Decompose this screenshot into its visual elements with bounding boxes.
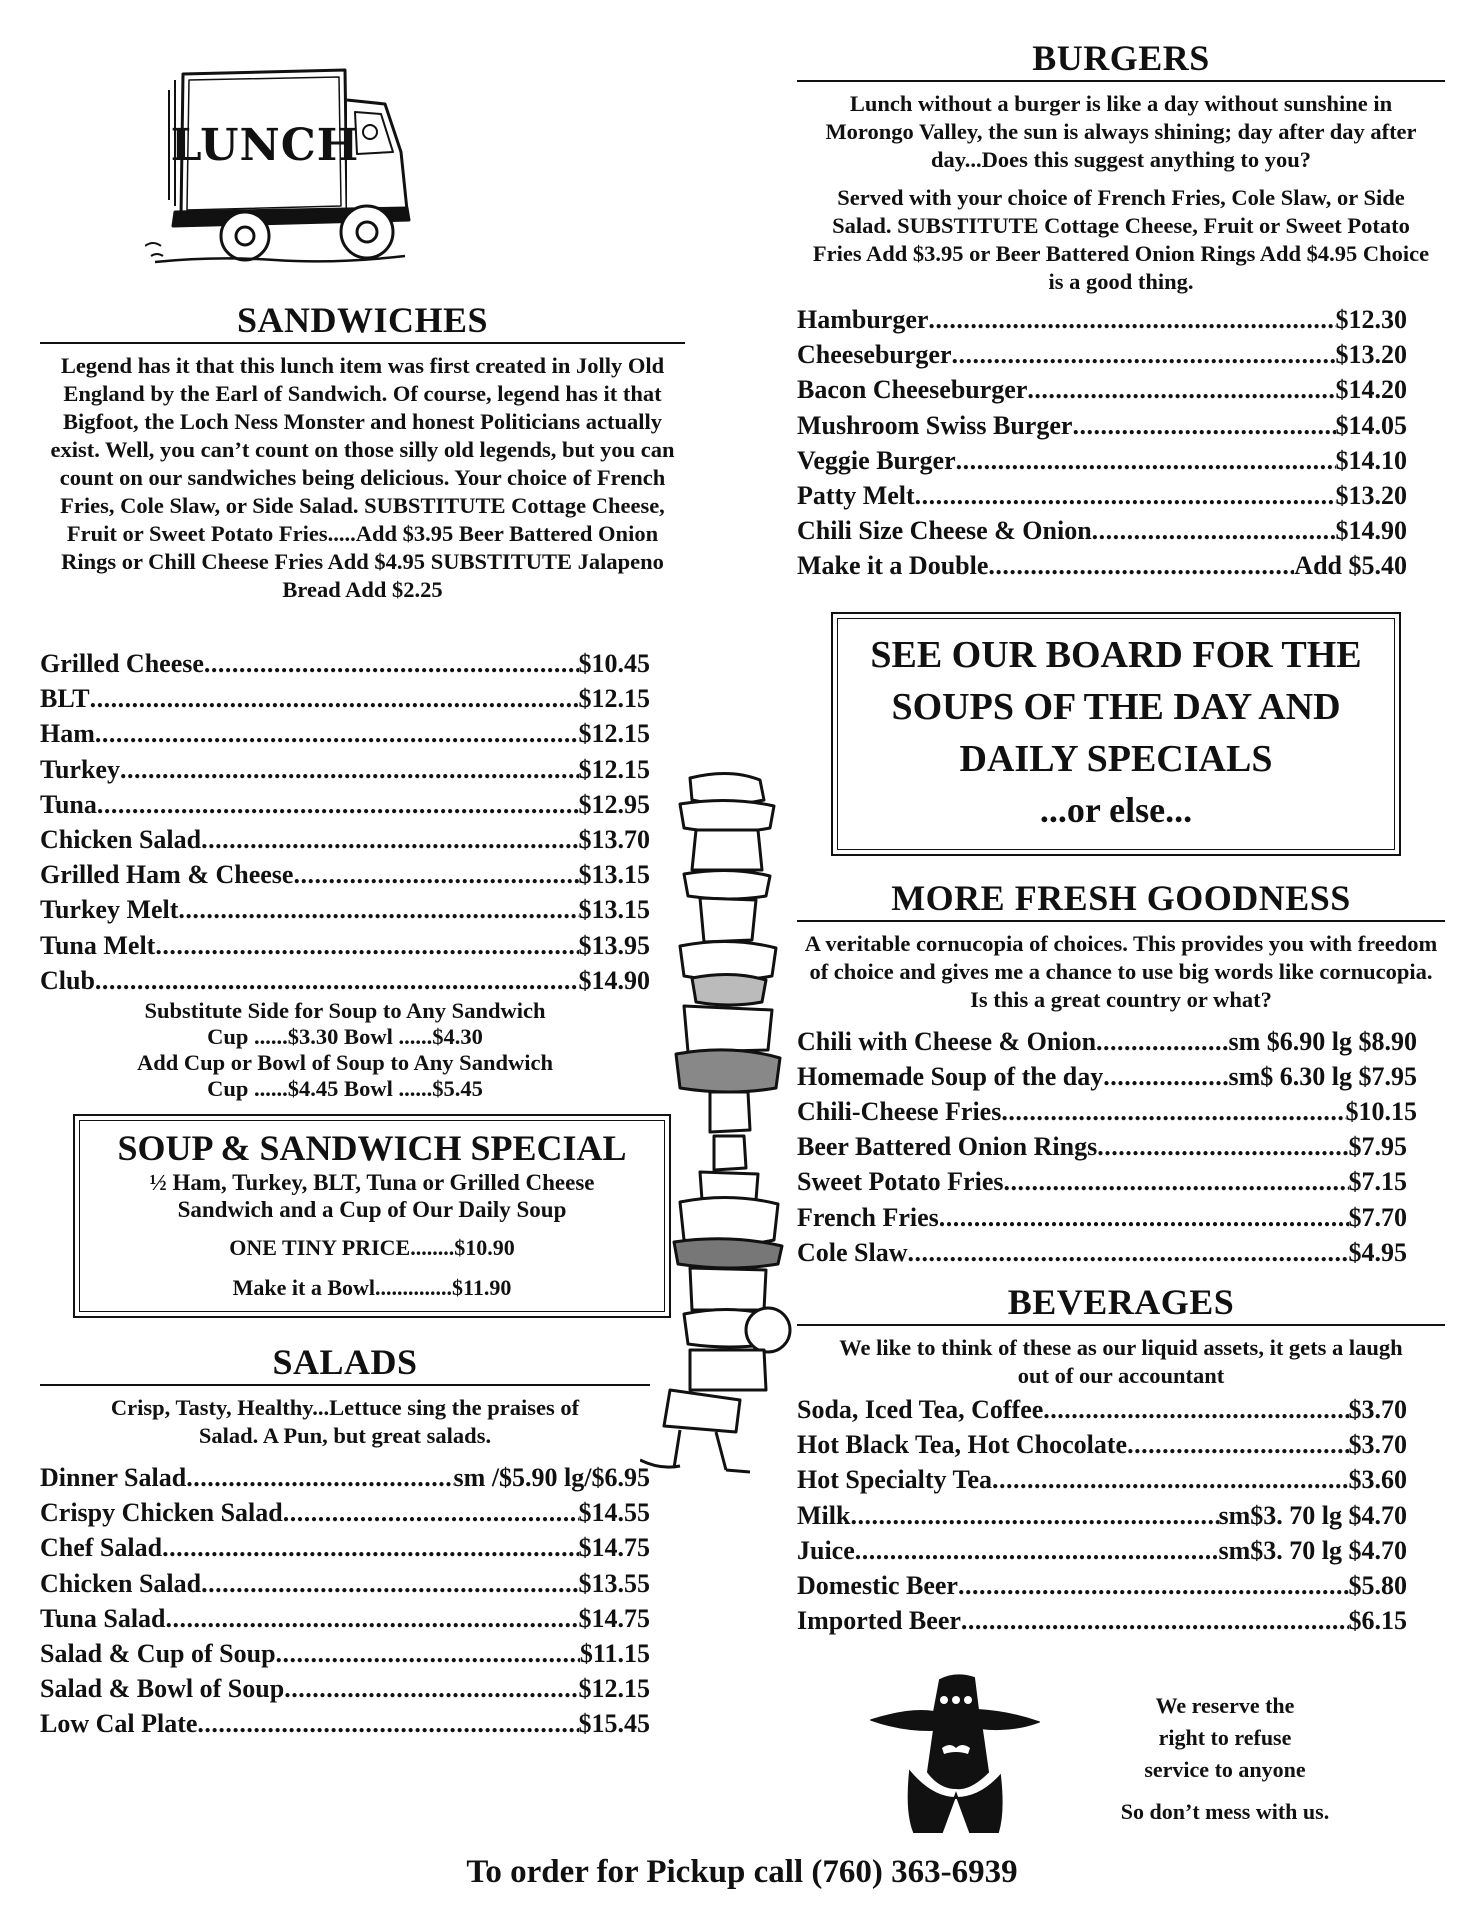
menu-item-tuna [40,787,650,822]
sandwiches-section [40,300,685,1102]
menu-item-chili-cheese-fries [797,1094,1417,1129]
menu-item-chili-size [797,513,1407,548]
reserve-notice [1110,1690,1340,1828]
item-price: $5.80 [1348,1571,1407,1601]
item-price: $12.15 [578,684,650,714]
board-line: DAILY SPECIALS [959,737,1273,780]
item-name: Turkey Melt [40,895,179,925]
item-price: $12.95 [578,789,650,819]
item-price: $14.75 [578,1533,650,1563]
item-name: Ham [40,719,95,749]
more-fresh-goodness-rule [797,920,1445,922]
item-price: sm /$5.90 lg/$6.95 [453,1463,650,1493]
item-name: Salad & Bowl of Soup [40,1674,285,1704]
item-price: $15.45 [578,1709,650,1739]
item-price: $13.20 [1335,340,1407,370]
item-price: $3.60 [1348,1465,1407,1495]
reserve-tagline: So don’t mess with us. [1120,1799,1330,1824]
menu-item-cole-slaw [797,1235,1407,1270]
item-price: $14.75 [578,1603,650,1633]
menu-item-blt [40,681,650,716]
sandwiches-desc-part2: Cottage Cheese, Fruit or Sweet Potato Fries.....Add $3.95 Beer Battered Onion Rings or Chill Cheese Fries Add $4.95 [61,493,665,574]
item-price: $14.55 [578,1498,650,1528]
item-price: $12.30 [1335,305,1407,334]
item-name: Sweet Potato Fries [797,1167,1004,1197]
beverages-description: We like to think of these as our liquid assets, it gets a laugh out of our accountant [839,1335,1403,1389]
burgers-desc-part1: Served with your choice of French Fries, Cole Slaw, or Side Salad. [832,185,1405,238]
item-name: Chili-Cheese Fries [797,1097,1002,1127]
menu-item-chili-cheese-onion [797,1024,1417,1059]
menu-item-domestic-beer [797,1568,1407,1603]
board-line: SOUPS OF THE DAY AND [891,685,1341,728]
item-price: $12.15 [578,754,650,784]
sandwich-list [40,646,650,998]
soup-sandwich-special-box [73,1114,671,1318]
menu-item-cheeseburger [797,337,1407,372]
item-name: Chicken Salad [40,825,202,855]
item-name: Salad & Cup of Soup [40,1639,276,1669]
menu-item-crispy-chicken-salad [40,1495,650,1530]
item-price: $13.95 [578,930,650,960]
menu-item-hot-tea-chocolate [797,1427,1407,1462]
sandwiches-desc-part3: Jalapeno Bread Add $2.25 [282,549,664,602]
item-name: Hot Specialty Tea [797,1465,993,1495]
menu-item-make-it-double [797,548,1407,583]
special-bowl-price: Make it a Bowl..............$11.90 [232,1275,512,1301]
item-price: $14.90 [578,965,650,995]
salads-section [40,1342,685,1742]
item-name: Grilled Cheese [40,649,204,678]
item-price: $7.70 [1348,1202,1407,1232]
special-price: ONE TINY PRICE........$10.90 [229,1235,515,1261]
salads-rule [40,1384,650,1386]
menu-item-sweet-potato-fries [797,1164,1407,1199]
item-price: $3.70 [1348,1430,1407,1460]
burgers-substitute: SUBSTITUTE [897,213,1039,238]
item-price: sm$ 6.30 lg $7.95 [1228,1061,1417,1091]
bandit-illustration [870,1672,1040,1837]
menu-item-chef-salad [40,1530,650,1565]
burger-list [797,302,1407,584]
burgers-section [797,38,1445,584]
menu-item-salad-cup-soup [40,1636,650,1671]
item-price: $13.20 [1335,481,1407,511]
sandwiches-title: SANDWICHES [236,300,489,340]
item-name: Tuna Salad [40,1603,166,1633]
item-price: $7.15 [1348,1167,1407,1197]
menu-item-hamburger [797,302,1407,337]
item-price: $13.15 [578,895,650,925]
item-price: $10.45 [578,649,650,678]
item-name: Milk [797,1500,851,1530]
item-price: $14.90 [1335,516,1407,546]
menu-item-chicken-salad-sandwich [40,822,650,857]
item-name: Turkey [40,754,120,784]
burgers-description-2 [797,184,1445,296]
board-line: SEE OUR BOARD FOR THE [870,633,1362,676]
menu-item-club [40,963,650,998]
beverage-list [797,1392,1407,1638]
item-price: $14.10 [1335,445,1407,475]
item-name: Hot Black Tea, Hot Chocolate [797,1430,1128,1460]
burgers-desc-part2: Cottage Cheese, Fruit or Sweet Potato Fries Add $3.95 or Beer Battered Onion Rings Add $4.95 Choice is a good thing. [812,213,1430,294]
item-price: sm$3. 70 lg $4.70 [1218,1500,1407,1530]
item-name: Chili with Cheese & Onion [797,1026,1097,1056]
burgers-description-1: Lunch without a burger is like a day without sunshine in Morongo Valley, the sun is always shining; day after day after day...Does this suggest anything to you? [825,91,1417,172]
left-column [40,300,685,1742]
item-name: BLT [40,684,90,714]
sandwiches-substitute-1: SUBSTITUTE [364,493,506,518]
board-or-else: ...or else... [1039,789,1193,830]
menu-item-low-cal-plate [40,1706,650,1741]
burgers-title: BURGERS [1032,38,1210,78]
note-line: Cup ......$4.45 Bowl ......$5.45 [207,1076,483,1102]
item-name: Imported Beer [797,1606,961,1636]
item-name: French Fries [797,1202,939,1232]
item-price: sm $6.90 lg $8.90 [1228,1026,1417,1056]
item-price: $13.55 [578,1568,650,1598]
more-fresh-goodness-section [797,878,1445,1270]
lunch-truck-illustration [145,60,415,280]
salads-description: Crisp, Tasty, Healthy...Lettuce sing the praises of Salad. A Pun, but great salads. [110,1395,580,1449]
item-name: Juice [797,1535,855,1565]
item-name: Mushroom Swiss Burger [797,410,1073,440]
item-name: Chili Size Cheese & Onion [797,516,1092,546]
item-price: $13.15 [578,860,650,890]
menu-item-ham [40,716,650,751]
item-name: Chef Salad [40,1533,163,1563]
item-price: Add $5.40 [1294,551,1407,581]
sandwiches-substitute-2: SUBSTITUTE [430,549,573,574]
reserve-line: service to anyone [1144,1757,1306,1782]
sandwiches-desc-part1: Legend has it that this lunch item was first created in Jolly Old England by the Earl of Sandwich. Of course, legend has it that Bigfoot, the Loch Ness Monster and honest Politicians actually exist. Well, you can’t count on those silly old legends, but you can count on our sandwiches being delicious. Your choice of French Fries, Cole Slaw, or Side Salad. [50,353,675,518]
menu-item-tuna-salad [40,1601,650,1636]
beverages-title: BEVERAGES [1007,1282,1235,1323]
reserve-line: We reserve the [1155,1693,1295,1718]
soup-substitution-notes [40,998,650,1102]
item-name: Patty Melt [797,481,915,511]
more-fresh-goodness-title: MORE FRESH GOODNESS [891,877,1351,918]
item-price: $10.15 [1345,1097,1417,1127]
menu-item-onion-rings [797,1129,1407,1164]
menu-item-grilled-ham-cheese [40,857,650,892]
sides-list [797,1024,1417,1270]
salads-title: SALADS [272,1342,418,1383]
item-price: $6.15 [1348,1606,1407,1636]
item-name: Tuna [40,789,97,819]
item-name: Hamburger [797,305,929,334]
menu-item-mushroom-swiss-burger [797,408,1407,443]
beverages-rule [797,1324,1445,1326]
menu-item-soup-of-day [797,1059,1417,1094]
item-name: Veggie Burger [797,445,956,475]
menu-item-french-fries [797,1200,1407,1235]
right-column [797,38,1445,1638]
menu-item-tuna-melt [40,928,650,963]
item-name: Soda, Iced Tea, Coffee [797,1395,1044,1425]
item-price: $14.20 [1335,375,1407,405]
item-price: $12.15 [578,719,650,749]
menu-item-salad-bowl-soup [40,1671,650,1706]
menu-item-turkey-melt [40,892,650,927]
salad-list [40,1460,650,1742]
note-line: Cup ......$3.30 Bowl ......$4.30 [207,1024,483,1050]
item-price: $3.70 [1348,1395,1407,1425]
item-price: sm$3. 70 lg $4.70 [1218,1535,1407,1565]
note-line: Add Cup or Bowl of Soup to Any Sandwich [137,1050,553,1076]
item-name: Low Cal Plate [40,1709,198,1739]
item-price: $4.95 [1348,1237,1407,1267]
menu-item-imported-beer [797,1603,1407,1638]
burgers-rule [797,80,1445,82]
menu-item-dinner-salad [40,1460,650,1495]
item-name: Cole Slaw [797,1237,908,1267]
item-name: Cheeseburger [797,340,952,370]
menu-item-soda-tea-coffee [797,1392,1407,1427]
item-name: Domestic Beer [797,1571,958,1601]
item-name: Tuna Melt [40,930,156,960]
menu-item-grilled-cheese [40,646,650,681]
menu-item-milk [797,1498,1407,1533]
item-name: Bacon Cheeseburger [797,375,1028,405]
note-line: Substitute Side for Soup to Any Sandwich [144,998,546,1024]
menu-item-turkey [40,752,650,787]
special-line: Sandwich and a Cup of Our Daily Soup [177,1197,567,1223]
pickup-phone-footer: To order for Pickup call (760) 363-6939 [466,1854,1018,1890]
menu-item-juice [797,1533,1407,1568]
item-name: Homemade Soup of the day [797,1061,1104,1091]
truck-sign-text: LUNCH [170,120,360,171]
sandwiches-description [40,352,685,604]
more-fresh-goodness-description: A veritable cornucopia of choices. This provides you with freedom of choice and gives me a chance to use big words like cornucopia. Is this a great country or what? [804,930,1438,1012]
menu-item-patty-melt [797,478,1407,513]
item-name: Grilled Ham & Cheese [40,860,294,890]
menu-item-chicken-salad [40,1566,650,1601]
special-title: SOUP & SANDWICH SPECIAL [117,1128,627,1169]
item-price: $13.70 [578,825,650,855]
special-line: ½ Ham, Turkey, BLT, Tuna or Grilled Cheese [149,1170,595,1196]
item-name: Make it a Double [797,551,989,581]
menu-item-veggie-burger [797,443,1407,478]
reserve-line: right to refuse [1158,1725,1292,1750]
item-price: $14.05 [1335,410,1407,440]
item-price: $7.95 [1348,1132,1407,1162]
menu-item-hot-specialty-tea [797,1462,1407,1497]
item-name: Club [40,965,95,995]
beverages-section [797,1282,1445,1638]
daily-specials-board-box [831,612,1401,856]
item-name: Chicken Salad [40,1568,202,1598]
menu-item-bacon-cheeseburger [797,372,1407,407]
item-name: Beer Battered Onion Rings [797,1132,1098,1162]
item-name: Dinner Salad [40,1463,187,1493]
item-price: $12.15 [578,1674,650,1704]
item-price: $11.15 [579,1639,650,1669]
item-name: Crispy Chicken Salad [40,1498,283,1528]
sandwiches-rule [40,342,685,344]
